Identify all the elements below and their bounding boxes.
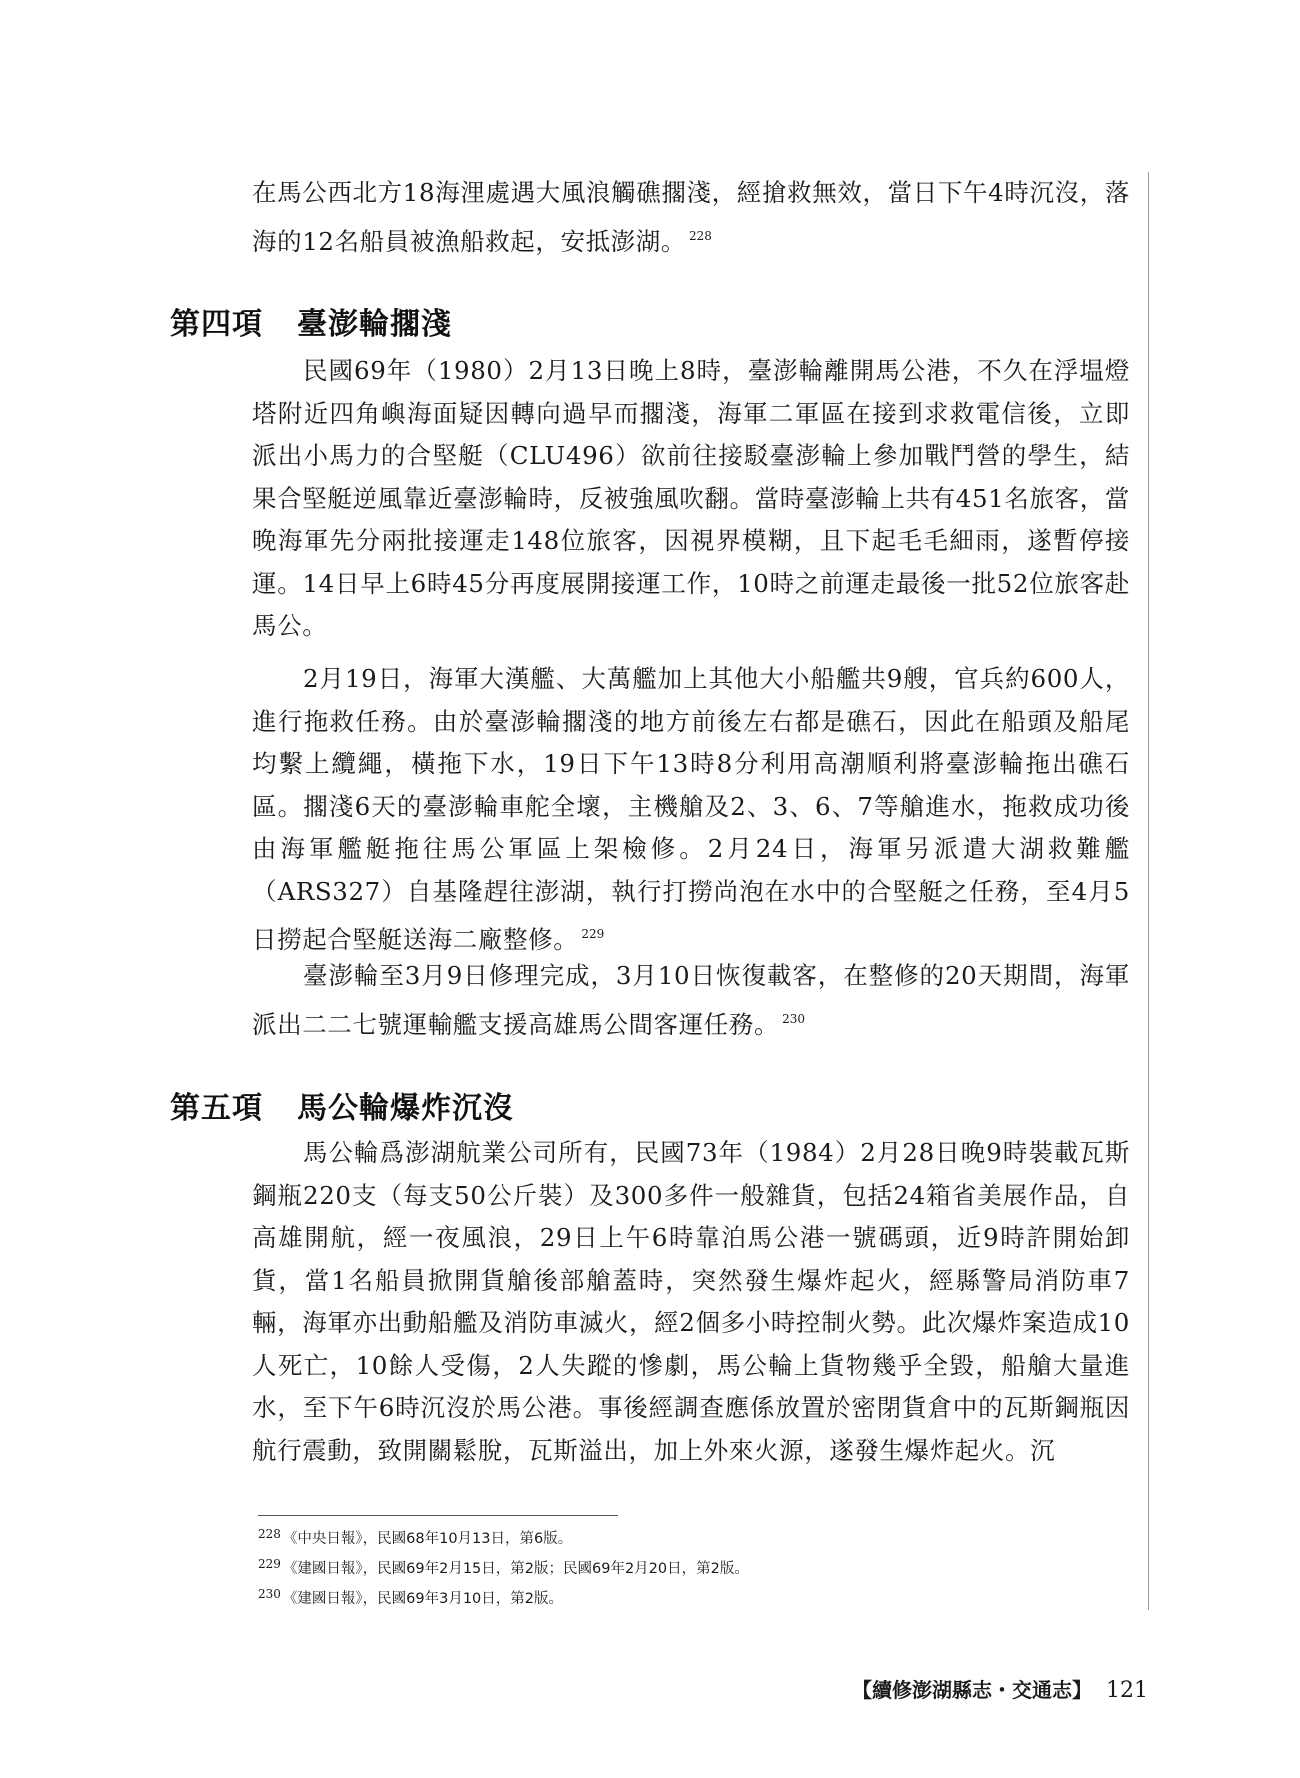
section-heading-5 [170, 1083, 514, 1127]
section-heading-4 [170, 299, 452, 343]
paragraph: 2月19日，海軍大漢艦、大萬艦加上其他大小船艦共9艘，官兵約600人，進行拖救任務。由於臺澎輪擱淺的地方前後左右都是礁石，因此在船頭及船尾均繫上纜繩，橫拖下水，19日下午13時8分利用高潮順利將臺澎輪拖出礁石區。擱淺6天的臺澎輪車舵全壞，主機艙及2、3、6、7等艙進水，拖救成功後由海軍艦艇拖往馬公軍區上架檢修。2月24日，海軍另派遣大湖救難艦（ARS327）自基隆趕往澎湖，執行打撈尚泡在水中的合堅艇之任務，至4月5日撈起合堅艇送海二廠整修。 $^{229}$ [252, 664, 1130, 954]
footnote: $^{228}$ 《中央日報》，民國68年10月13日，第6版。 [258, 1527, 573, 1547]
footnote-divider [258, 1515, 618, 1516]
footnote-ref: 230 [782, 1011, 806, 1026]
margin-rule [1148, 172, 1149, 1610]
paragraph: 臺澎輪至3月9日修理完成，3月10日恢復載客，在整修的20天期間，海軍派出二二七號運輸艦支援高雄馬公間客運任務。 $^{230}$ [252, 961, 1130, 1039]
section-number: 第五項 [170, 1091, 263, 1126]
page-number: 121 [1106, 1678, 1148, 1703]
paragraph-continuation: 在馬公西北方18海浬處遇大風浪觸礁擱淺，經搶救無效，當日下午4時沉沒，落海的12名船員被漁船救起，安抵澎湖。 $^{228}$ [252, 178, 1130, 256]
section-title: 臺澎輪擱淺 [297, 307, 452, 342]
paragraph: 馬公輪爲澎湖航業公司所有，民國73年（1984）2月28日晚9時裝載瓦斯鋼瓶220支（每支50公斤裝）及300多件一般雜貨，包括24箱省美展作品，自高雄開航，經一夜風浪，29日上午6時靠泊馬公港一號碼頭，近9時許開始卸貨，當1名船員掀開貨艙後部艙蓋時，突然發生爆炸起火，經縣警局消防車7輛，海軍亦出動船艦及消防車滅火，經2個多小時控制火勢。此次爆炸案造成10人死亡，10餘人受傷，2人失蹤的慘劇，馬公輪上貨物幾乎全毀，船艙大量進水，至下午6時沉沒於馬公港。事後經調查應係放置於密閉貨倉中的瓦斯鋼瓶因航行震動，致開關鬆脫，瓦斯溢出，加上外來火源，遂發生爆炸起火。沉 [252, 1138, 1130, 1465]
section-number: 第四項 [170, 307, 263, 342]
paragraph: 民國69年（1980）2月13日晚上8時，臺澎輪離開馬公港，不久在浮塭燈塔附近四角嶼海面疑因轉向過早而擱淺，海軍二軍區在接到求救電信後，立即派出小馬力的合堅艇（CLU496）欲前往接駁臺澎輪上參加戰鬥營的學生，結果合堅艇逆風靠近臺澎輪時，反被強風吹翻。當時臺澎輪上共有451名旅客，當晚海軍先分兩批接運走148位旅客，因視界模糊，且下起毛毛細雨，遂暫停接運。14日早上6時45分再度展開接運工作，10時之前運走最後一批52位旅客赴馬公。 [252, 356, 1130, 640]
section-title: 馬公輪爆炸沉沒 [297, 1091, 514, 1126]
footnotes [258, 1522, 1138, 1612]
book-title: 【續修澎湖縣志・交通志】 [852, 1678, 1092, 1702]
footnote-ref: 228 [688, 228, 712, 243]
footnote: $^{230}$ 《建國日報》，民國69年3月10日，第2版。 [258, 1587, 564, 1607]
footnote-ref: 229 [581, 927, 605, 941]
page-footer [852, 1674, 1148, 1703]
footnote: $^{229}$ 《建國日報》，民國69年2月15日，第2版；民國69年2月20日，第2版。 [258, 1557, 749, 1577]
